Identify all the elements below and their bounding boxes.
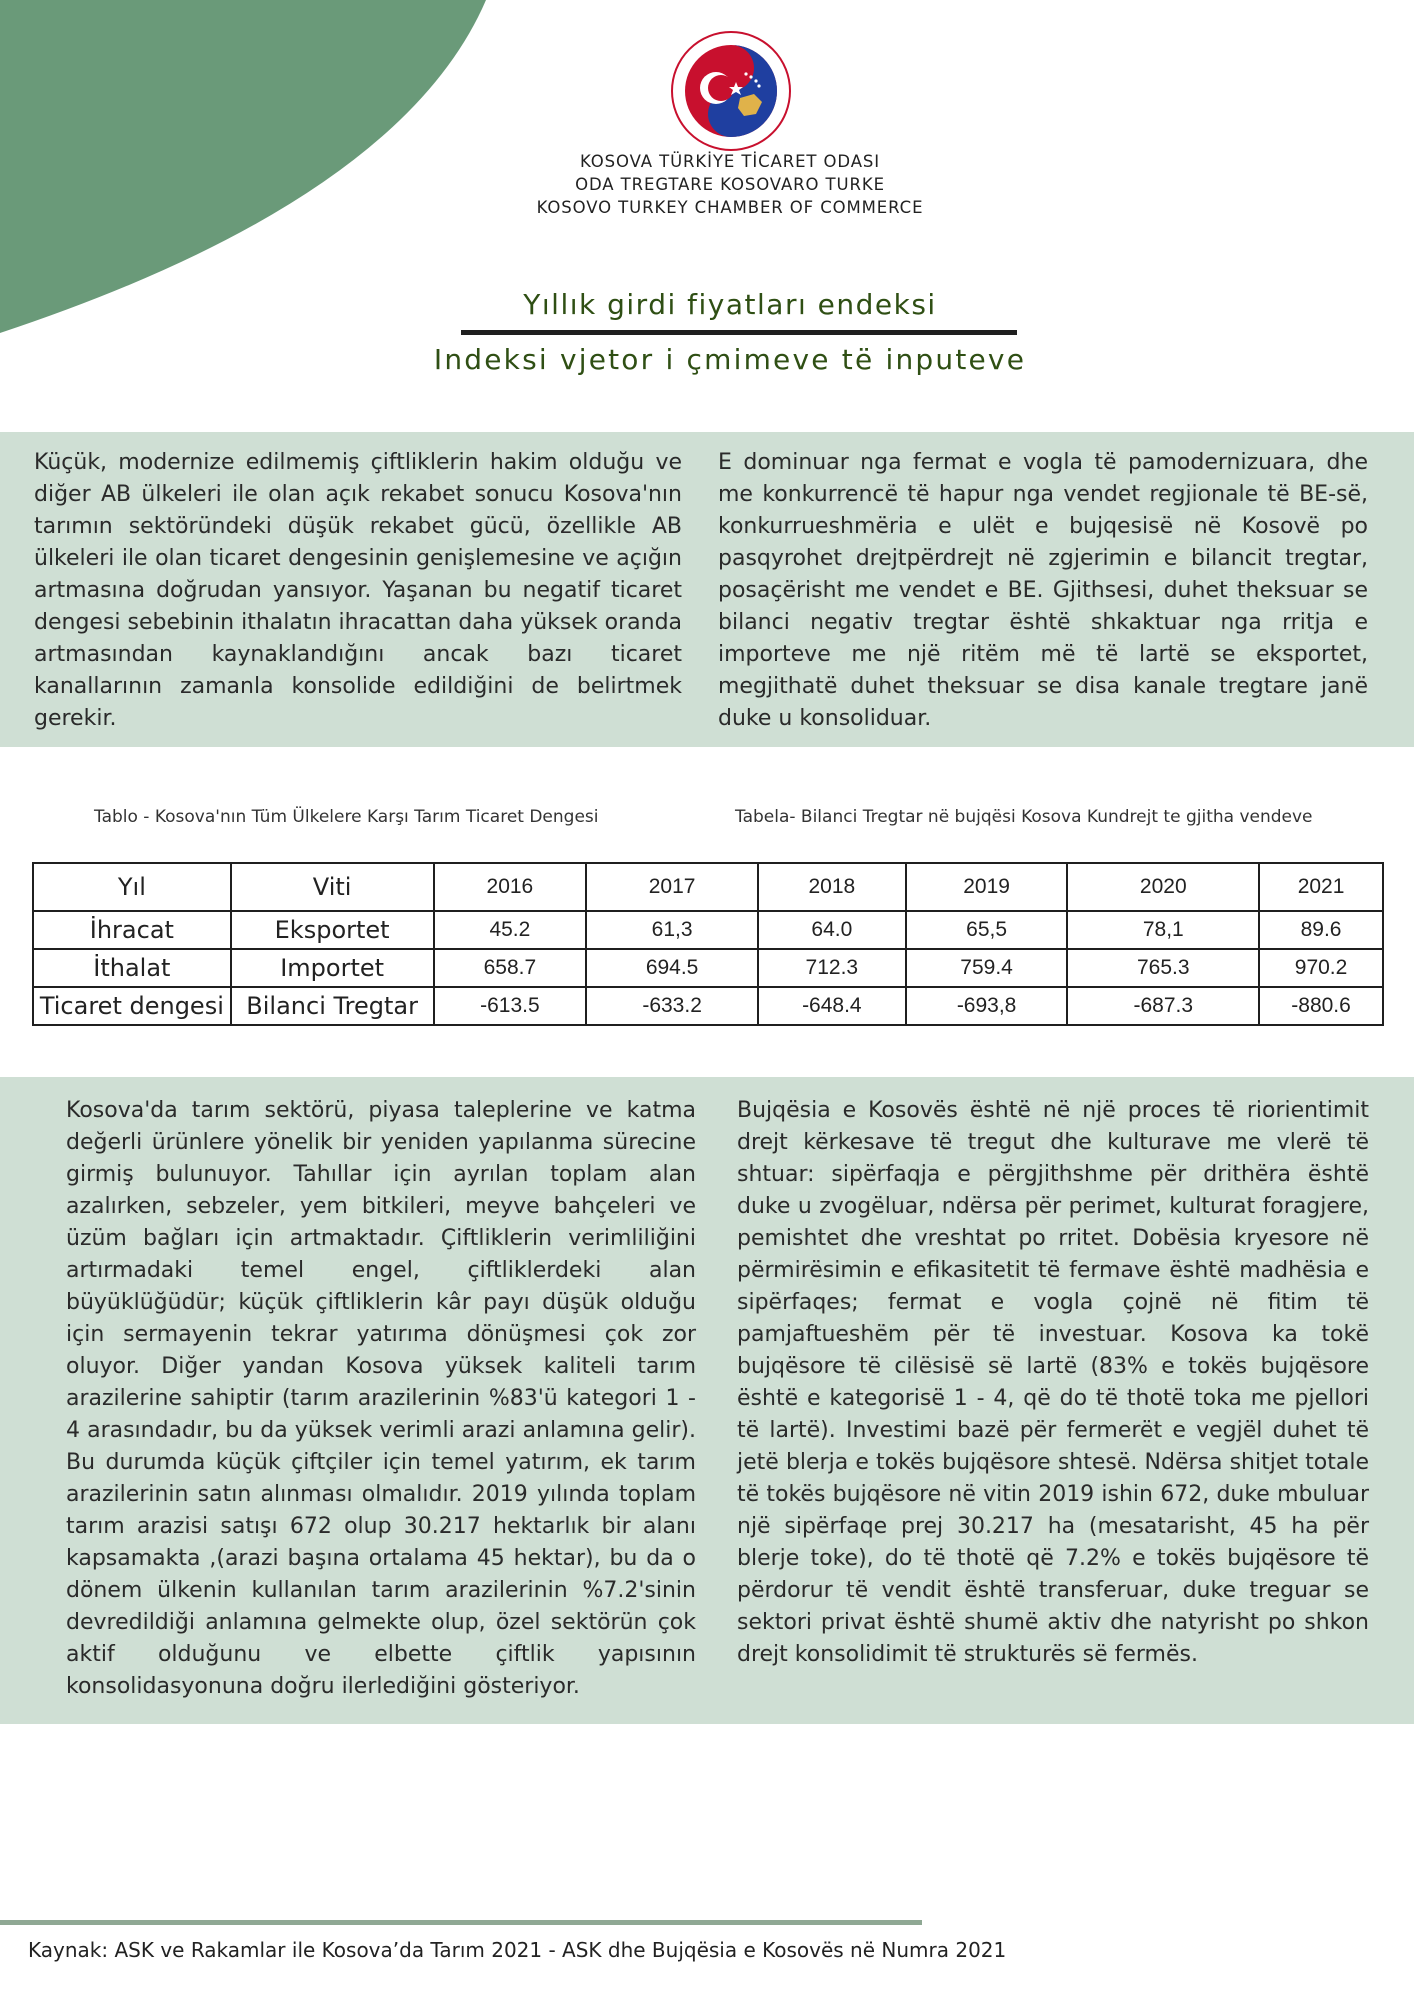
decorative-corner-shape <box>0 0 490 340</box>
table-cell: Importet <box>231 949 434 987</box>
table-caption-tr: Tablo - Kosova'nın Tüm Ülkelere Karşı Tarım Ticaret Dengesi <box>94 807 599 827</box>
table-header-cell: 2018 <box>758 863 906 911</box>
table-header-cell: Yıl <box>33 863 231 911</box>
table-row <box>33 987 1383 1025</box>
organization-name <box>470 150 990 219</box>
table-cell: Bilanci Tregtar <box>231 987 434 1025</box>
title-divider <box>461 330 1017 335</box>
table-header-cell: Viti <box>231 863 434 911</box>
table-cell: -880.6 <box>1259 987 1383 1025</box>
table-cell: 658.7 <box>434 949 587 987</box>
org-name-en: KOSOVO TURKEY CHAMBER OF COMMERCE <box>536 198 924 217</box>
table-cell: 65,5 <box>906 911 1068 949</box>
table-cell: 61,3 <box>586 911 758 949</box>
table-cell: İthalat <box>33 949 231 987</box>
table-cell: 45.2 <box>434 911 587 949</box>
table-header-cell: 2019 <box>906 863 1068 911</box>
table-cell: -693,8 <box>906 987 1068 1025</box>
intro-paragraph-sq: E dominuar nga fermat e vogla të pamodernizuara, dhe me konkurrencë të hapur nga vendet regjionale të BE-së, konkurrueshmëria e ulët e bujqesisë në Kosovë po pasqyrohet drejtpërdrejt në zgjerimin e bilancit tregtar, posaçërisht me vendet e BE. Gjithsesi, duhet theksuar se bilanci negativ tregtar është shkaktuar nga rritja e importeve me një ritëm më të lartë se eksportet, megjithatë duhet theksuar se disa kanale tregtare janë duke u konsoliduar. <box>718 450 1368 731</box>
table-caption-sq: Tabela- Bilanci Tregtar në bujqësi Kosova Kundrejt te gjitha vendeve <box>735 807 1313 827</box>
table-cell: 759.4 <box>906 949 1068 987</box>
table-cell: 78,1 <box>1067 911 1259 949</box>
table-cell: -648.4 <box>758 987 906 1025</box>
source-note: Kaynak: ASK ve Rakamlar ile Kosova’da Tarım 2021 - ASK dhe Bujqësia e Kosovës në Numra 2021 <box>28 1938 1007 1962</box>
table-header-cell: 2017 <box>586 863 758 911</box>
table-cell: Eksportet <box>231 911 434 949</box>
table-header-cell: 2016 <box>434 863 587 911</box>
table-header-row <box>33 863 1383 911</box>
table-cell: -613.5 <box>434 987 587 1025</box>
footer-divider <box>0 1920 922 1925</box>
table-cell: 89.6 <box>1259 911 1383 949</box>
table-cell: -633.2 <box>586 987 758 1025</box>
table-header-cell: 2020 <box>1067 863 1259 911</box>
table-cell: 712.3 <box>758 949 906 987</box>
table-cell: 970.2 <box>1259 949 1383 987</box>
detail-paragraph-tr: Kosova'da tarım sektörü, piyasa taleplerine ve katma değerli ürünlere yönelik bir yeniden yapılanma sürecine girmiş bulunuyor. Tahıllar için ayrılan toplam alan azalırken, sebzeler, yem bitkileri, meyve bahçeleri ve üzüm bağları için artmaktadır. Çiftliklerin verimliliğini artırmadaki temel engel, çiftliklerdeki alan büyüklüğüdür; küçük çiftliklerin kâr payı düşük olduğu için sermayenin tekrar yatırıma dönüşmesi çok zor oluyor. Diğer yandan Kosova yüksek kaliteli tarım arazilerine sahiptir (tarım arazilerinin %83'ü kategori 1 - 4 arasındadır, bu da yüksek verimli arazi anlamına gelir). Bu durumda küçük çiftçiler için temel yatırım, ek tarım arazilerinin satın alınması olmalıdır. 2019 yılında toplam tarım arazisi satışı 672 olup 30.217 hektarlık bir alanı kapsamakta ,(arazi başına ortalama 45 hektar), bu da o dönem ülkenin kullanılan tarım arazilerinin %7.2'sinin devredildiği anlamına gelmekte olup, özel sektörün çok aktif olduğunu ve elbette çiftlik yapısının konsolidasyonuna doğru ilerlediğini gösteriyor. <box>66 1098 696 1699</box>
table-cell: 64.0 <box>758 911 906 949</box>
table-cell: 694.5 <box>586 949 758 987</box>
detail-paragraph-sq: Bujqësia e Kosovës është në një proces të riorientimit drejt kërkesave të tregut dhe kulturave me vlerë të shtuar: sipërfaqja e përgjithshme për drithëra është duke u zvogëluar, ndërsa për perimet, kulturat foragjere, pemishtet dhe vreshtat po rritet. Dobësia kryesore në përmirësimin e efikasitetit të fermave është madhësia e sipërfaqes; fermat e vogla çojnë në fitim të pamjaftueshëm për të investuar. Kosova ka tokë bujqësore të cilësisë së lartë (83% e tokës bujqësore është e kategorisë 1 - 4, që do të thotë toka me pjellori të lartë). Investimi bazë për fermerët e vegjël duhet të jetë blerja e tokës bujqësore shtesë. Ndërsa shitjet totale të tokës bujqësore në vitin 2019 ishin 672, duke mbuluar një sipërfaqe prej 30.217 ha (mesatarisht, 45 ha për blerje toke), do të thotë që 7.2% e tokës bujqësore të përdorur të vendit është transferuar, duke treguar se sektori privat është shumë aktiv dhe natyrisht po shkon drejt konsolidimit të strukturës së fermës. <box>737 1098 1369 1667</box>
table-header-cell: 2021 <box>1259 863 1383 911</box>
org-name-sq: ODA TREGTARE KOSOVARO TURKE <box>575 175 885 194</box>
chamber-logo <box>670 30 792 152</box>
trade-balance-table <box>32 862 1384 1026</box>
title-albanian: Indeksi vjetor i çmimeve të inputeve <box>433 343 1027 376</box>
table-cell: -687.3 <box>1067 987 1259 1025</box>
org-name-tr: KOSOVA TÜRKİYE TİCARET ODASI <box>579 152 881 171</box>
table-cell: Ticaret dengesi <box>33 987 231 1025</box>
intro-paragraph-tr: Küçük, modernize edilmemiş çiftliklerin hakim olduğu ve diğer AB ülkeleri ile olan açık rekabet sonucu Kosova'nın tarımın sektöründeki düşük rekabet gücü, özellikle AB ülkeleri ile olan ticaret dengesinin genişlemesine ve açığın artmasına doğrudan yansıyor. Yaşanan bu negatif ticaret dengesi sebebinin ithalatın ihracattan daha yüksek oranda artmasından kaynaklandığını ancak bazı ticaret kanallarının zamanla konsolide edildiğini de belirtmek gerekir. <box>34 450 683 731</box>
table-cell: İhracat <box>33 911 231 949</box>
table-row <box>33 911 1383 949</box>
table-row <box>33 949 1383 987</box>
title-turkish: Yıllık girdi fiyatları endeksi <box>523 288 937 321</box>
table-cell: 765.3 <box>1067 949 1259 987</box>
